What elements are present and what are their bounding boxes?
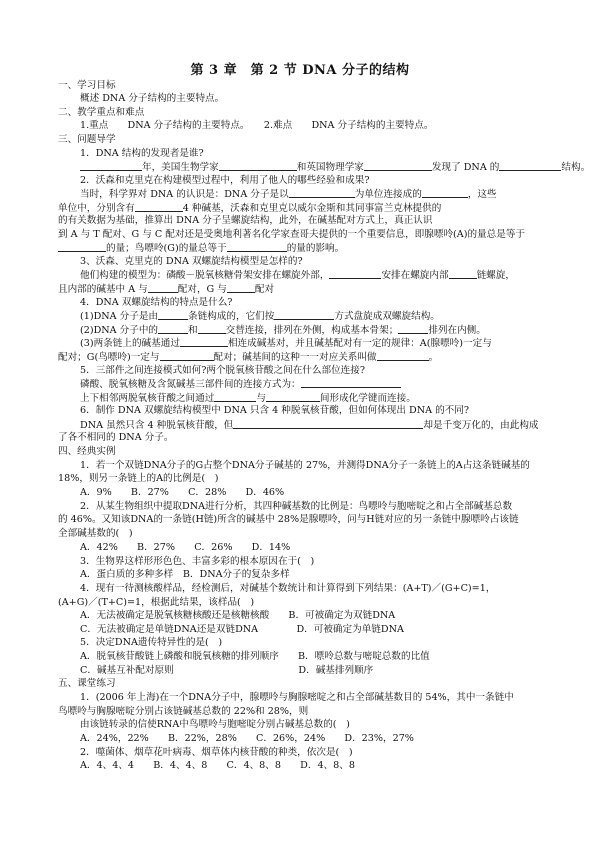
fill-in-blank[interactable] [160,350,214,361]
fill-in-blank[interactable] [198,323,226,334]
fill-in-blank[interactable] [58,241,106,252]
text-segment: 配对；G(鸟嘌呤)一定与 [58,352,160,363]
text-segment: 5．决定DNA遗传特异性的是( ) [80,637,223,648]
fill-in-blank[interactable] [227,282,255,293]
text-line [80,718,350,731]
text-segment: (2)DNA 分子中的 [80,325,159,336]
text-segment: 上下相邻两脱氧核苷酸之间通过 [80,393,215,404]
text-segment: 安排在螺旋内部 [381,270,449,281]
text-line [80,323,486,336]
text-segment: 间形成化学键而连接。 [319,393,416,404]
text-segment: 磷酸、脱氧核糖及含氮碱基三部件间的连接方式为： [80,379,301,390]
fill-in-blank[interactable] [180,336,228,347]
text-line [80,147,204,160]
text-segment: 相连成碱基对，并且碱基配对有一定的规律：A(腺嘌呤)一定与 [227,338,492,349]
text-segment: A．24%，22% B．22%，28% C．26%，24% D．23%，27% [80,733,414,744]
text-line [58,350,438,363]
text-line [58,445,116,458]
fill-in-blank[interactable] [398,323,428,334]
text-segment: A．脱氧核苷酸链上磷酸和脱氧核糖的排列顺序 B．嘌呤总数与嘧啶总数的比值 [80,651,430,662]
text-line [80,732,414,745]
text-segment: 18%，则另一条链上的A的比例是( ) [58,473,219,484]
text-line [80,459,530,472]
text-segment: 概述 DNA 分子结构的主要特点。 [80,93,225,104]
text-segment: 鸟嘌呤与胸腺嘧啶分别占该链碱基总数的 22%和 28%，则 [58,706,309,717]
text-segment: 和 [188,325,198,336]
text-segment: 的量；鸟嘌呤(G)的量总等于 [106,243,227,254]
text-line [58,106,144,119]
fill-in-blank[interactable] [364,160,432,171]
text-segment: 到 A 与 T 配对、G 与 C 配对还是受奥地利著名化学家查哥夫提供的一个重要信息，即腺嘌呤(A)的量总是等于 [58,229,526,240]
text-line [58,472,218,485]
text-line [58,431,173,444]
text-line [80,746,353,759]
text-line [80,664,373,677]
fill-in-blank[interactable] [274,309,334,320]
text-segment: 他们构建的模型为：磷酸－脱氧核糖骨架安排在螺旋外部， [80,270,330,281]
text-segment: (3)两条链上的碱基通过 [80,338,180,349]
text-segment: 由该链转录的信使RNA中鸟嘌呤与胞嘧啶分别占碱基总数的( ) [80,719,350,730]
text-line [80,296,232,309]
text-segment: 1．(2006 年上海)在一个DNA分子中，腺嘌呤与胸腺嘧啶之和占全部碱基数目的 54%，其中一条链中 [80,692,514,703]
text-segment: 结构。 [561,162,591,173]
text-line [58,705,308,718]
text-segment: 年，美国生物学家 [142,162,219,173]
fill-in-blank[interactable] [449,268,477,279]
text-segment: 2．从某生物组织中提取DNA进行分析，其四种碱基数的比例是：鸟嘌呤与胞嘧啶之和占全部碱基总数 [80,501,513,512]
text-segment: A．42% B．27% C．26% D．14% [80,542,291,553]
text-line [80,336,492,349]
fill-in-blank[interactable] [214,391,256,402]
text-segment: 1．若一个双链DNA分子的G占整个DNA分子碱基的 27%，并测得DNA分子一条链上的A占这条链碱基的 [80,460,530,471]
text-line [80,418,539,431]
text-line [80,119,433,132]
text-line [80,541,290,554]
text-line [80,92,224,105]
text-line [80,486,284,499]
fill-in-blank[interactable] [80,160,142,171]
page-title: 第 3 章 第 2 节 DNA 分子的结构 [190,63,410,78]
text-line [80,759,355,772]
text-segment: 却是千变万化的，由此构成 [423,420,539,431]
text-segment: 三、问题导学 [58,134,116,145]
fill-in-blank[interactable] [158,323,188,334]
text-segment: 发现了 DNA 的 [431,162,500,173]
text-segment: 方式盘旋成双螺旋结构。 [334,311,440,322]
fill-in-blank[interactable] [135,201,183,212]
text-segment: 3．生物界这样形形色色、丰富多彩的根本原因在于( ) [80,556,315,567]
text-segment: 五、课堂练习 [58,678,116,689]
text-segment: 4 种碱基，沃森和克里克以威尔金斯和其同事富兰克林提供的 [182,203,442,214]
text-line [58,79,116,92]
text-line [58,214,433,227]
fill-in-blank[interactable] [499,160,561,171]
fill-in-blank[interactable] [329,268,381,279]
fill-in-blank[interactable] [219,160,297,171]
text-segment: 且内部的碱基中 A 与 [58,284,148,295]
text-line [58,513,519,526]
fill-in-blank[interactable] [227,241,287,252]
fill-in-blank[interactable] [233,418,423,429]
text-segment: DNA 虽然只含 4 种脱氧核苷酸，但 [80,420,234,431]
text-segment: 配对；碱基间的这种一一对应关系叫做 [213,352,377,363]
text-segment: 4．DNA 双螺旋结构的特点是什么? [80,297,233,308]
text-line [80,391,416,404]
text-segment: 条链构成的，它们按 [188,311,275,322]
text-segment: 1．DNA 结构的发现者是谁? [80,148,204,159]
text-line [58,527,133,540]
text-line [80,255,303,268]
text-line [58,133,116,146]
text-segment: (1)DNA 分子是由 [80,311,159,322]
fill-in-blank[interactable] [422,187,468,198]
text-line [80,555,314,568]
text-segment: A．4、4、4 B．4、4、8 C．4、8、8 D．4、8、8 [80,760,355,771]
text-segment: 交替连接，排列在外侧，构成基本骨架； [225,325,399,336]
text-line [80,187,497,200]
text-line [80,568,290,581]
text-segment: 当时，科学界对 DNA 的认识是：DNA 分子是以 [80,189,289,200]
text-segment: 的 46%。又知该DNA的一条链(H链)所含的碱基中 28%是腺嘌呤，问与H链对应的另一条链中腺嘌呤占该链 [58,514,519,525]
text-line [80,174,369,187]
text-line [80,500,512,513]
text-segment: ，这些 [467,189,497,200]
text-segment: C．碱基互补配对原则 D．碱基排列顺序 [80,665,374,676]
text-segment: 全部碱基数的( ) [58,528,133,539]
text-segment: A．蛋白质的多种多样 B．DNA分子的复杂多样 [80,569,290,580]
text-segment: 链螺旋， [476,270,515,281]
text-segment: 排列在内侧。 [428,325,486,336]
text-line [80,623,404,636]
text-segment: 为单位连接成的 [354,189,422,200]
fill-in-blank[interactable] [377,350,429,361]
text-segment: 1.重点 DNA 分子结构的主要特点。 2.难点 DNA 分子结构的主要特点。 [80,120,434,131]
text-segment: 四、经典实例 [58,446,116,457]
text-line [58,228,525,241]
text-segment: 了各不相同的 DNA 分子。 [58,432,174,443]
text-line [80,309,440,322]
text-segment: A．无法被确定是脱氧核糖核酸还是核糖核酸 B．可被确定为双链DNA [80,610,396,621]
text-segment: 配对，G 与 [177,284,227,295]
text-segment: 与 [256,393,266,404]
text-segment: 4．现有一待测核酸样品，经检测后，对碱基个数统计和计算得到下列结果：(A+T)／(G+C)=1， [80,583,496,594]
text-segment: 6．制作 DNA 双螺旋结构模型中 DNA 只含 4 种脱氧核苷酸，但如何体现出 DNA 的不同? [80,405,470,416]
text-segment: A．9% B．27% C．28% D．46% [80,487,285,498]
text-line [80,609,395,622]
text-line [58,677,116,690]
text-line [58,201,441,214]
text-segment: 二、教学重点和难点 [58,107,145,118]
fill-in-blank[interactable] [289,187,355,198]
text-line [80,404,469,417]
text-segment: 的有关数据为基础，推算出 DNA 分子呈螺旋结构，此外，在碱基配对方式上，真正认识 [58,215,433,226]
text-line [58,241,344,254]
fill-in-blank[interactable] [148,282,178,293]
text-segment: C．无法被确定是单链DNA还是双链DNA D．可被确定为单链DNA [80,624,404,635]
text-line [80,691,514,704]
text-line [80,582,495,595]
text-line [80,650,430,663]
text-segment: (A+G)／(T+C)=1，根据此结果，该样品( ) [58,597,255,608]
text-line [58,282,274,295]
text-segment: 。 [428,352,439,363]
text-line [80,636,222,649]
text-line [80,377,401,390]
fill-in-blank[interactable] [158,309,188,320]
text-segment: 2．沃森和克里克在构建模型过程中，利用了他人的哪些经验和成果? [80,175,370,186]
text-line [80,268,515,281]
text-line [58,596,254,609]
text-line [80,364,365,377]
fill-in-blank[interactable] [266,391,320,402]
text-segment: 3、沃森、克里克的 DNA 双螺旋结构模型是怎样的? [80,256,303,267]
text-segment: 2．噬菌体、烟草花叶病毒、烟草体内核苷酸的种类，依次是( ) [80,747,353,758]
text-segment: 和英国物理学家 [296,162,364,173]
text-segment: 的量的影响。 [286,243,345,254]
fill-in-blank[interactable] [301,377,401,388]
text-segment: 一、学习目标 [58,80,116,91]
text-segment: 单位中，分别含有 [58,203,135,214]
text-line [80,160,590,173]
text-segment: 5．三部件之间连接模式如何?两个脱氧核苷酸之间在什么部位连接? [80,365,366,376]
text-segment: 配对 [254,284,275,295]
